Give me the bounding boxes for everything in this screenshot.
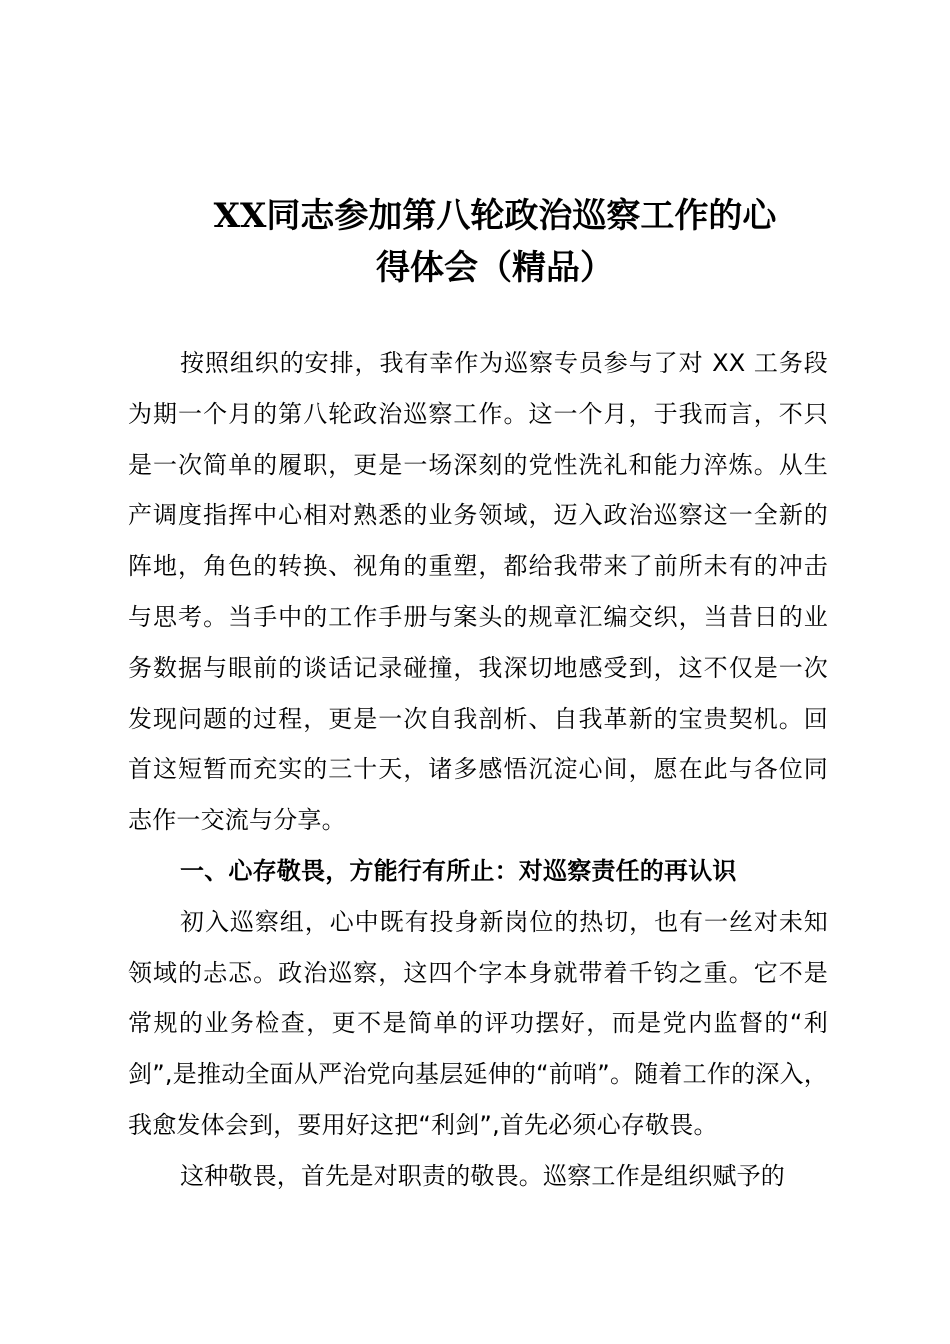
title-line-2: 得体会（精品） [376, 248, 614, 288]
section-heading-1: 一、心存敬畏，方能行有所止：对巡察责任的再认识 [180, 856, 737, 885]
paragraph-intro: 按照组织的安排，我有幸作为巡察专员参与了对 XX 工务段为期一个月的第八轮政治巡察工作。这一个月，于我而言，不只是一次简单的履职，更是一场深刻的党性洗礼和能力淬炼。从生产调度指挥中心相对熟悉的业务领域，迈入政治巡察这一全新的阵地，角色的转换、视角的重塑，都给我带来了前所未有的冲击与思考。当手中的工作手册与案头的规章汇编交织，当昔日的业务数据与眼前的谈话记录碰撞，我深切地感受到，这不仅是一次发现问题的过程，更是一次自我剖析、自我革新的宝贵契机。回首这短暂而充实的三十天，诸多感悟沉淀心间，愿在此与各位同志作一交流与分享。 [128, 349, 828, 835]
document-body [128, 338, 828, 1202]
paragraph-section-1: 初入巡察组，心中既有投身新岗位的热切，也有一丝对未知领域的忐忑。政治巡察，这四个字本身就带着千钧之重。它不是常规的业务检查，更不是简单的评功摆好，而是党内监督的“利剑”,是推动全面从严治党向基层延伸的“前哨”。随着工作的深入，我愈发体会到，要用好这把“利剑”,首先必须心存敬畏。 [128, 907, 828, 1139]
paragraph-section-1-cont: 这种敬畏，首先是对职责的敬畏。巡察工作是组织赋予的 [180, 1161, 785, 1190]
title-line-1: XX同志参加第八轮政治巡察工作的心 [213, 196, 777, 236]
document-title [150, 190, 840, 294]
